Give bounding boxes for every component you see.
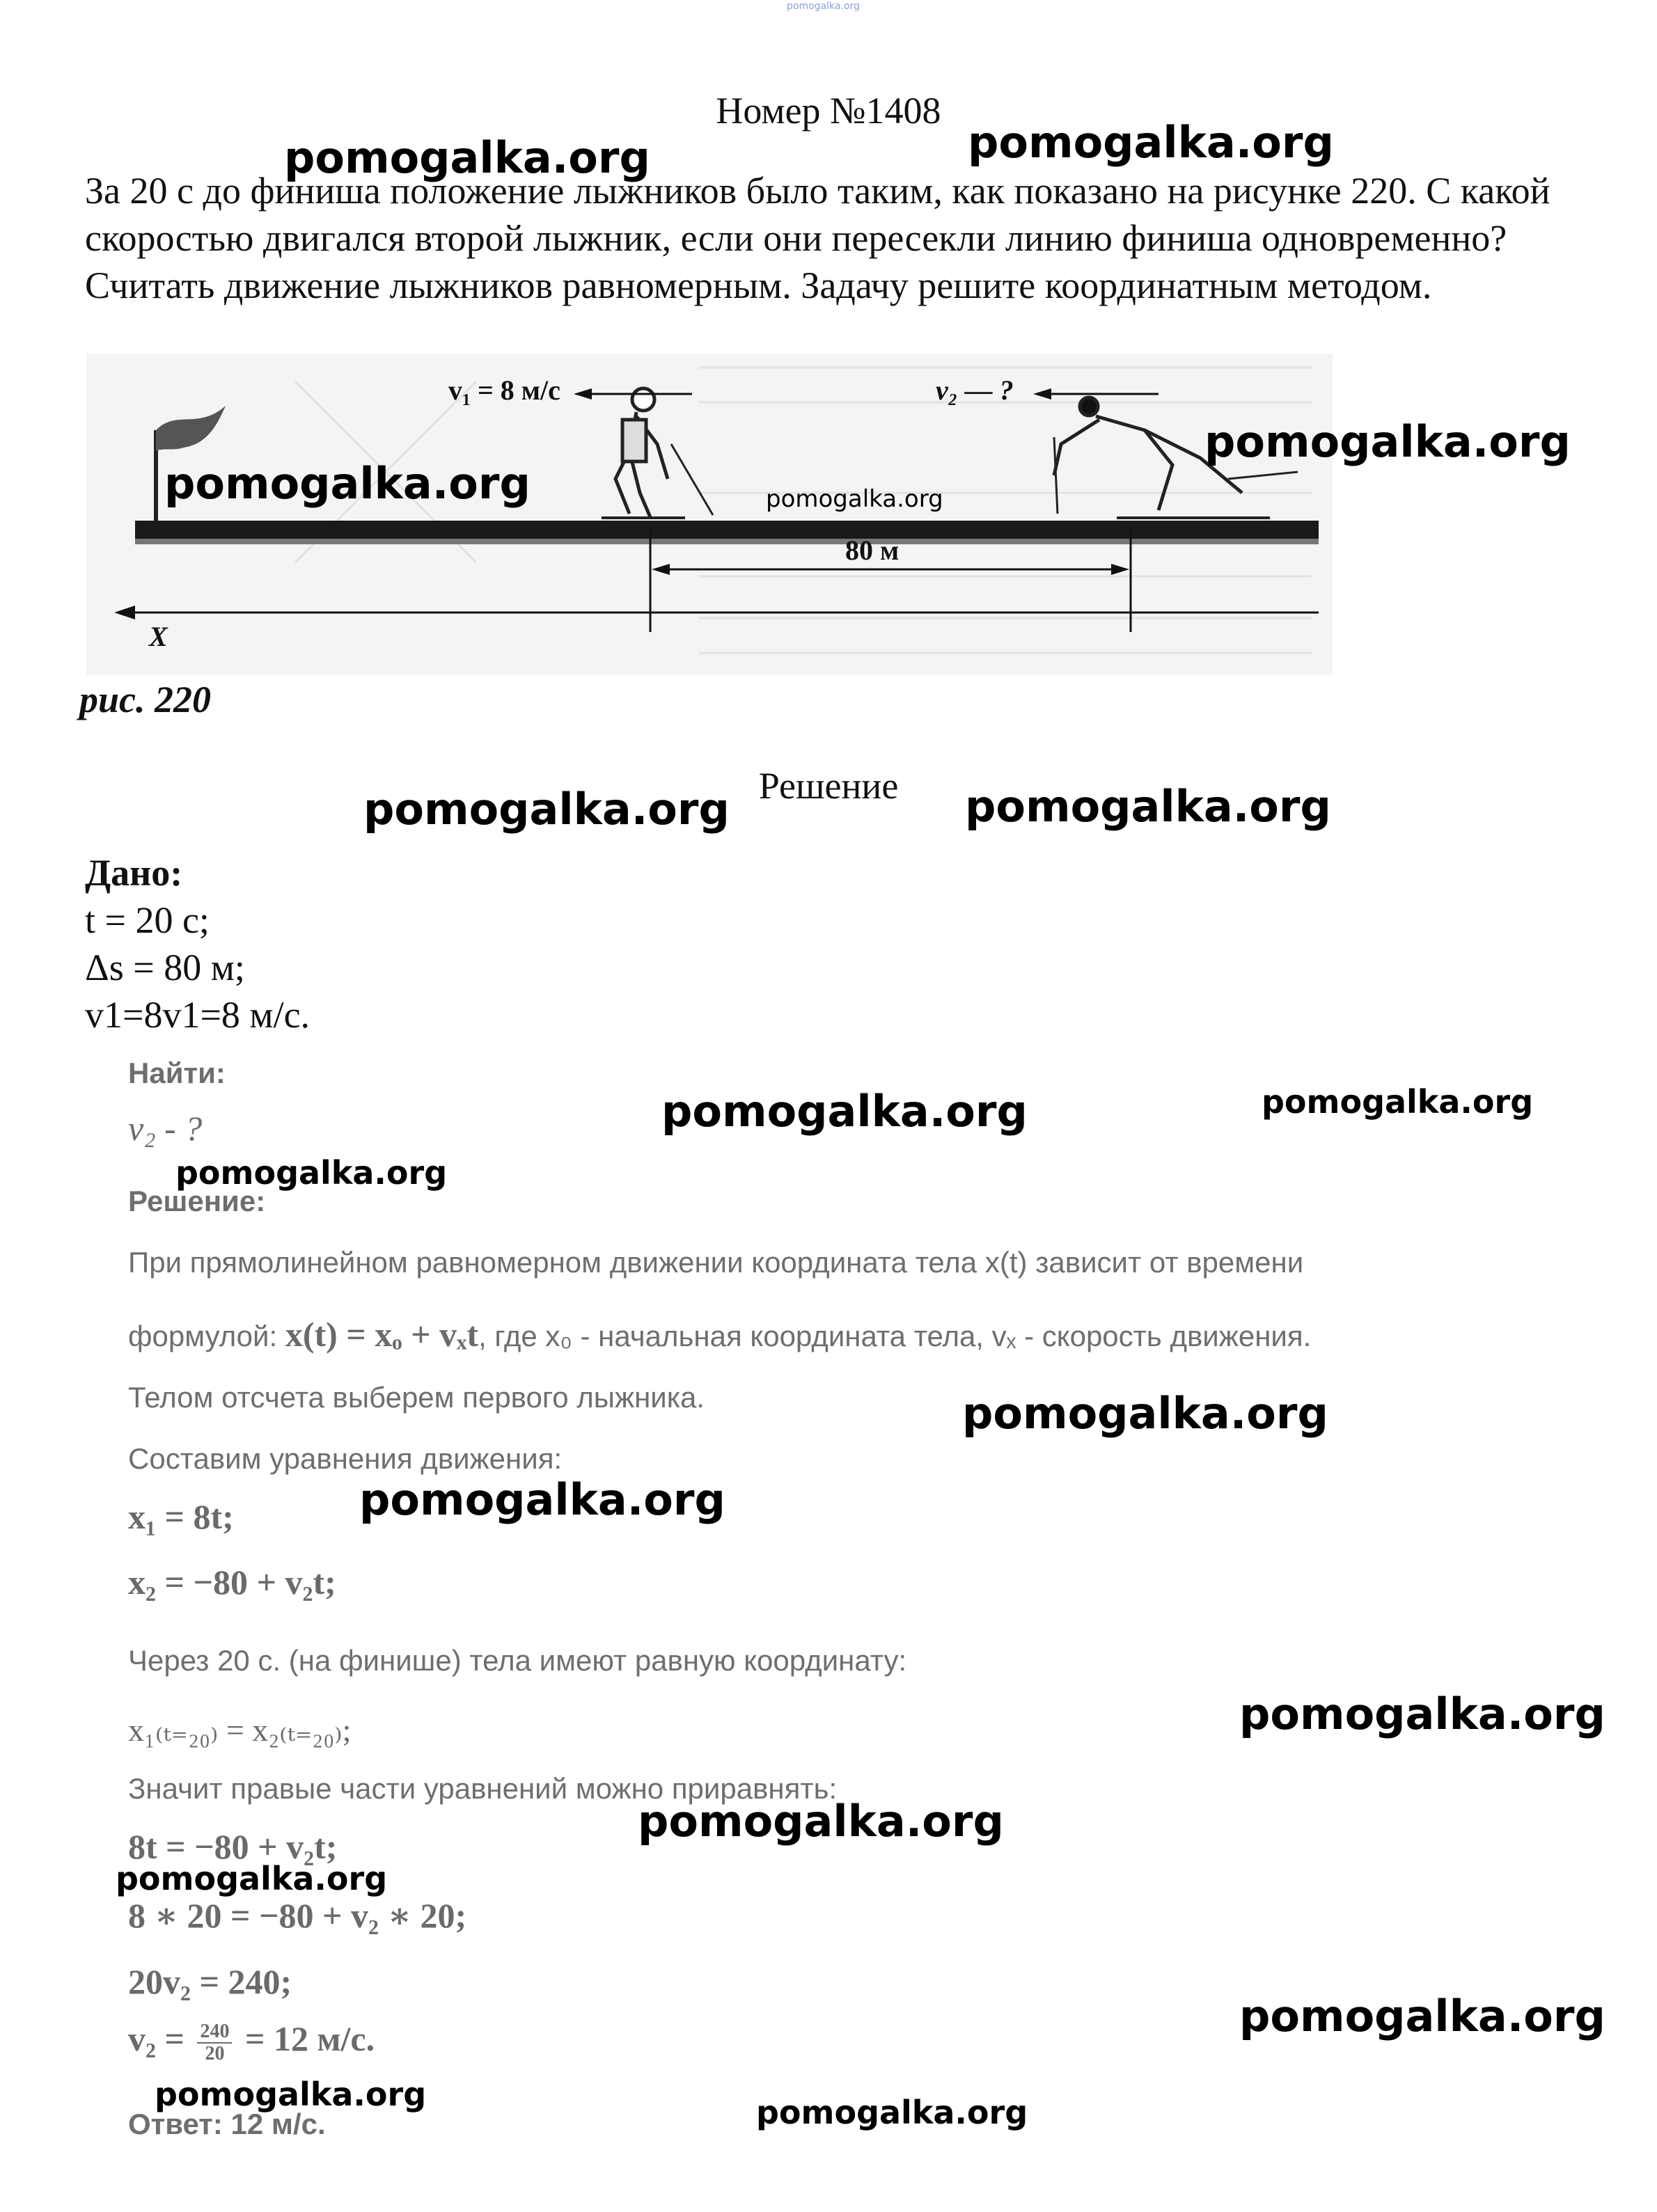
v2-label: v₂ — ? [936,374,1014,406]
watermark: pomogalka.org [756,2094,1028,2131]
distance-label: 80 м [845,535,900,566]
watermark: pomogalka.org [962,1388,1328,1439]
watermark: pomogalka.org [363,784,730,835]
find-head: Найти: [128,1057,226,1089]
watermark: pomogalka.org [638,1796,1004,1847]
equation-7: v₂ = $\frac{240}{20}$ = 12 м/с. [128,2019,375,2064]
watermark: pomogalka.org [359,1474,725,1525]
top-watermark: pomogalka.org [787,1,860,12]
watermark: pomogalka.org [766,485,943,513]
fraction: $\frac{240}{20}$ [197,2021,232,2064]
solution-head: Решение: [128,1185,266,1217]
watermark: pomogalka.org [284,132,650,183]
equation-3: x₁₍ₜ₌₂₀₎ = x₂₍ₜ₌₂₀₎; [128,1712,352,1748]
problem-text: За 20 с до финиша положение лыжников было таким, как показано на рисунке 220. С какой скоростью двигался второй лыжник, если они пересекли линию финиша одновременно? Считать движение лыжников равномерным. Задачу решите координатным методом. [85,170,1550,306]
given-line: Δs = 80 м; [85,947,245,988]
paragraph-2: формулой: x(t) = xₒ + vₓt, где x₀ - начальная координата тела, vₓ - скорость движения. [128,1315,1312,1354]
equation-6: 20v₂ = 240; [128,1962,292,2001]
axis-x-label: X [149,621,168,652]
equation-4: 8t = −80 + v₂t; [128,1827,338,1866]
watermark: pomogalka.org [1262,1083,1534,1121]
watermark: pomogalka.org [116,1860,388,1897]
find-value: v₂ - ? [128,1109,203,1148]
watermark: pomogalka.org [1239,1991,1605,2041]
equation-2: x₂ = −80 + v₂t; [128,1563,336,1602]
page-title: Номер №1408 [716,90,941,132]
paragraph-4: Составим уравнения движения: [128,1442,563,1475]
figure-caption: рис. 220 [79,679,211,720]
watermark: pomogalka.org [1239,1689,1605,1739]
equation-5: 8 ∗ 20 = −80 + v₂ ∗ 20; [128,1896,467,1935]
given-line: v1=8v1=8 м/с. [85,994,311,1036]
watermark: pomogalka.org [155,2076,427,2113]
given-line: t = 20 с; [85,899,210,941]
paragraph-6: Значит правые части уравнений можно приравнять: [128,1772,838,1805]
watermark: pomogalka.org [1204,416,1571,467]
solution-title: Решение [758,765,899,807]
watermark: pomogalka.org [968,117,1334,168]
paragraph-5: Через 20 с. (на финише) тела имеют равную координату: [128,1644,907,1677]
given-head: Дано: [85,852,183,894]
watermark: pomogalka.org [661,1086,1028,1137]
paragraph-1: При прямолинейном равномерном движении координата тела x(t) зависит от времени [128,1246,1304,1279]
paragraph-3: Телом отсчета выберем первого лыжника. [128,1381,705,1414]
watermark: pomogalka.org [965,781,1331,832]
v1-label: v₁ = 8 м/с [448,374,560,406]
given-block [85,849,310,1038]
watermark: pomogalka.org [175,1154,448,1192]
figure-220 [86,354,1333,675]
answer: Ответ: 12 м/с. [128,2108,326,2140]
watermark: pomogalka.org [164,458,531,509]
equation-1: x₁ = 8t; [128,1497,234,1536]
